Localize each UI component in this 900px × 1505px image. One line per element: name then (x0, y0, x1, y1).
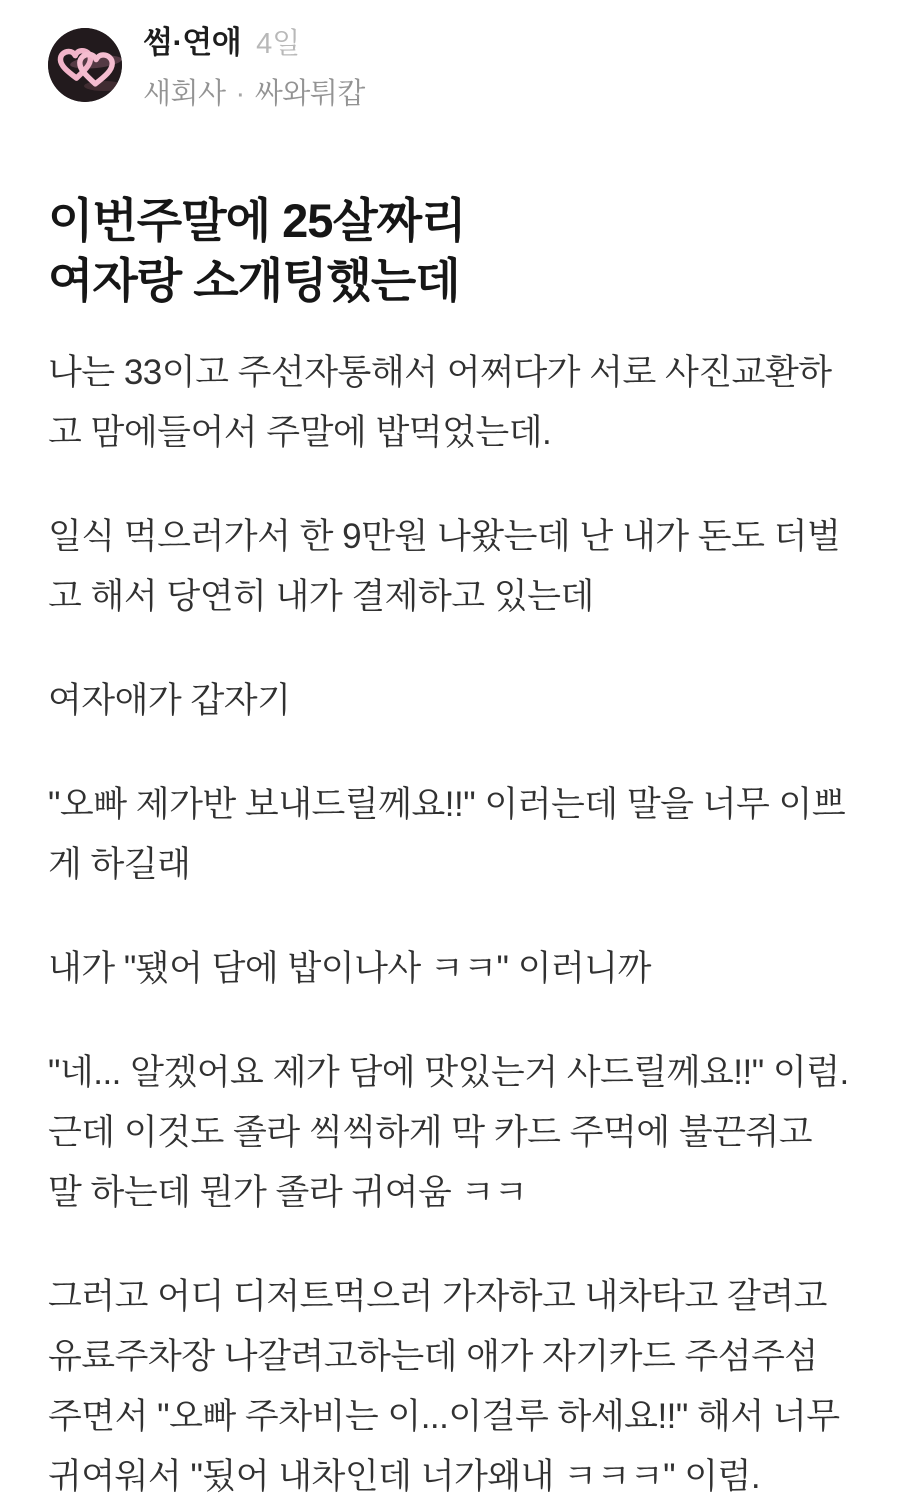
paragraph-3: 여자애가 갑자기 (48, 681, 291, 720)
post-time: 4일 (256, 28, 301, 60)
paragraph-4: "오빠 제가반 보내드릴께요!!" 이러는데 말을 너무 이쁘게 하길래 (48, 785, 846, 884)
post-header (48, 17, 852, 112)
neon-hearts-icon (48, 28, 122, 102)
meta-separator: · (235, 78, 245, 110)
company-name: 새회사 (143, 78, 226, 110)
paragraph-6: "네... 알겠어요 제가 담에 맛있는거 사드릴께요!!" 이럼. 근데 이것도 졸라 씩씩하게 막 카드 주먹에 불끈쥐고 말 하는데 뭔가 졸라 귀여움 ㅋㅋ (48, 1053, 849, 1212)
community-name[interactable]: 썸·연애 (143, 25, 242, 60)
header-text (143, 17, 365, 112)
post-title-line-2: 여자랑 소개팅했는데 (48, 254, 460, 307)
name-row (143, 17, 365, 62)
avatar[interactable] (48, 28, 122, 102)
post-meta (143, 71, 365, 112)
source-board: 싸와튀캅 (254, 78, 365, 110)
paragraph-2: 일식 먹으러가서 한 9만원 나왔는데 난 내가 돈도 더벌고 해서 당연히 내가 결제하고 있는데 (48, 517, 841, 616)
post-title (48, 191, 852, 311)
paragraph-1: 나는 33이고 주선자통해서 어쩌다가 서로 사진교환하고 맘에들어서 주말에 밥먹었는데. (48, 353, 832, 452)
post-title-line-1: 이번주말에 25살짜리 (48, 194, 466, 247)
post-body (48, 343, 852, 1505)
paragraph-5: 내가 "됐어 담에 밥이나사 ㅋㅋ" 이러니까 (48, 949, 651, 988)
paragraph-7: 그러고 어디 디저트먹으러 가자하고 내차타고 갈려고 유료주차장 나갈려고하는데 애가 자기카드 주섬주섬 주면서 "오빠 주차비는 이...이걸루 하세요!!" 해서 너무귀여워서 "됬어 내차인데 너가왜내 ㅋㅋㅋ" 이럼. (48, 1277, 840, 1496)
